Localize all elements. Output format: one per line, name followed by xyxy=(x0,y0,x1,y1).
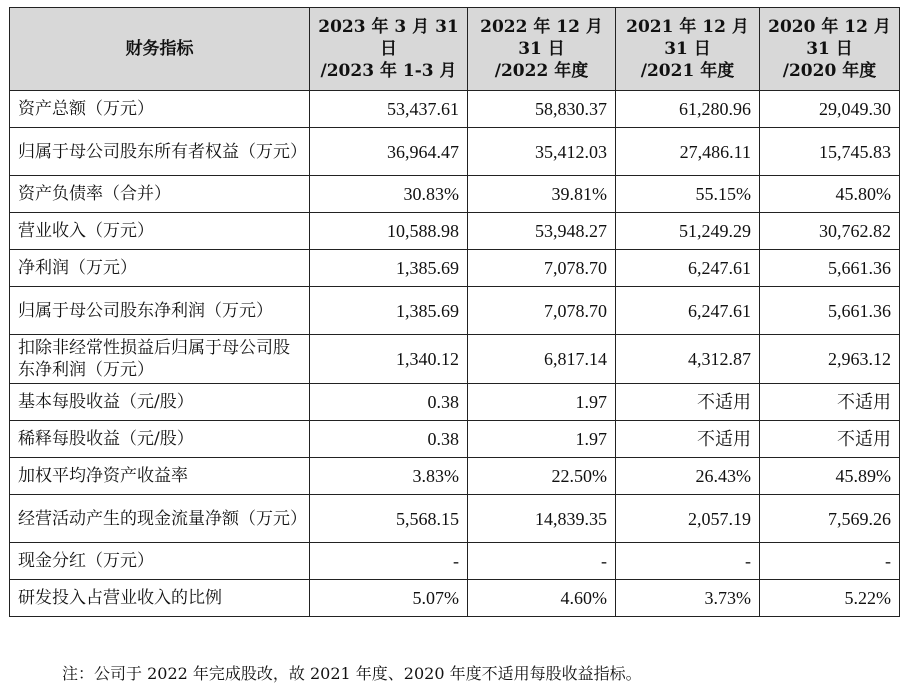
cell-value: 35,412.03 xyxy=(468,128,616,176)
cell-value: - xyxy=(616,543,760,580)
cell-value: 30,762.82 xyxy=(760,213,900,250)
table-row xyxy=(10,128,900,176)
financial-table-container xyxy=(9,7,899,617)
cell-value: 10,588.98 xyxy=(310,213,468,250)
cell-value: 5.07% xyxy=(310,580,468,617)
cell-value: 22.50% xyxy=(468,458,616,495)
cell-value: 6,817.14 xyxy=(468,335,616,384)
cell-value: 不适用 xyxy=(760,421,900,458)
row-label: 经营活动产生的现金流量净额（万元） xyxy=(10,495,310,543)
cell-value: 55.15% xyxy=(616,176,760,213)
header-2020 xyxy=(760,8,900,91)
cell-value: 2,057.19 xyxy=(616,495,760,543)
cell-value: 7,569.26 xyxy=(760,495,900,543)
header-2023 xyxy=(310,8,468,91)
row-label: 现金分红（万元） xyxy=(10,543,310,580)
cell-value: 1,385.69 xyxy=(310,287,468,335)
table-header-row xyxy=(10,8,900,91)
header-2021-line3: /2021 年度 xyxy=(640,61,735,81)
cell-value: 58,830.37 xyxy=(468,91,616,128)
table-row xyxy=(10,495,900,543)
table-row xyxy=(10,287,900,335)
cell-value: 5,661.36 xyxy=(760,287,900,335)
cell-value: - xyxy=(760,543,900,580)
table-row xyxy=(10,543,900,580)
table-row xyxy=(10,580,900,617)
cell-value: 3.83% xyxy=(310,458,468,495)
table-row xyxy=(10,250,900,287)
header-2020-line2: 31 日 xyxy=(806,39,853,59)
cell-value: 29,049.30 xyxy=(760,91,900,128)
table-row xyxy=(10,458,900,495)
table-row xyxy=(10,213,900,250)
cell-value: 不适用 xyxy=(616,384,760,421)
financial-indicators-table xyxy=(9,7,900,617)
header-indicator xyxy=(10,8,310,91)
header-2020-line3: /2020 年度 xyxy=(782,61,877,81)
cell-value: 不适用 xyxy=(616,421,760,458)
header-2023-line3: /2023 年 1-3 月 xyxy=(320,61,457,81)
header-2021-line1: 2021 年 12 月 xyxy=(626,17,749,37)
cell-value: 5,568.15 xyxy=(310,495,468,543)
cell-value: 1,340.12 xyxy=(310,335,468,384)
cell-value: 5.22% xyxy=(760,580,900,617)
table-row xyxy=(10,335,900,384)
cell-value: 30.83% xyxy=(310,176,468,213)
cell-value: 4,312.87 xyxy=(616,335,760,384)
cell-value: 45.89% xyxy=(760,458,900,495)
cell-value: - xyxy=(310,543,468,580)
header-2021 xyxy=(616,8,760,91)
table-row xyxy=(10,421,900,458)
cell-value: 53,948.27 xyxy=(468,213,616,250)
header-indicator-text: 财务指标 xyxy=(125,39,194,59)
cell-value: 45.80% xyxy=(760,176,900,213)
cell-value: 6,247.61 xyxy=(616,250,760,287)
table-row xyxy=(10,384,900,421)
cell-value: 15,745.83 xyxy=(760,128,900,176)
header-2022 xyxy=(468,8,616,91)
row-label: 归属于母公司股东净利润（万元） xyxy=(10,287,310,335)
cell-value: 14,839.35 xyxy=(468,495,616,543)
row-label: 扣除非经常性损益后归属于母公司股东净利润（万元） xyxy=(10,335,310,384)
row-label: 稀释每股收益（元/股） xyxy=(10,421,310,458)
cell-value: 0.38 xyxy=(310,384,468,421)
header-2023-line1: 2023 年 3 月 31 xyxy=(318,17,459,37)
cell-value: 7,078.70 xyxy=(468,250,616,287)
cell-value: 1.97 xyxy=(468,421,616,458)
cell-value: 2,963.12 xyxy=(760,335,900,384)
header-2023-line2: 日 xyxy=(380,39,397,59)
cell-value: - xyxy=(468,543,616,580)
cell-value: 26.43% xyxy=(616,458,760,495)
row-label: 基本每股收益（元/股） xyxy=(10,384,310,421)
cell-value: 61,280.96 xyxy=(616,91,760,128)
row-label: 归属于母公司股东所有者权益（万元） xyxy=(10,128,310,176)
header-2022-line1: 2022 年 12 月 xyxy=(480,17,603,37)
cell-value: 51,249.29 xyxy=(616,213,760,250)
header-2020-line1: 2020 年 12 月 xyxy=(768,17,891,37)
table-row xyxy=(10,176,900,213)
cell-value: 5,661.36 xyxy=(760,250,900,287)
cell-value: 不适用 xyxy=(760,384,900,421)
cell-value: 36,964.47 xyxy=(310,128,468,176)
cell-value: 1,385.69 xyxy=(310,250,468,287)
row-label: 资产总额（万元） xyxy=(10,91,310,128)
row-label: 资产负债率（合并） xyxy=(10,176,310,213)
cell-value: 7,078.70 xyxy=(468,287,616,335)
cell-value: 39.81% xyxy=(468,176,616,213)
cell-value: 0.38 xyxy=(310,421,468,458)
row-label: 研发投入占营业收入的比例 xyxy=(10,580,310,617)
cell-value: 53,437.61 xyxy=(310,91,468,128)
header-2022-line2: 31 日 xyxy=(518,39,565,59)
cell-value: 27,486.11 xyxy=(616,128,760,176)
cell-value: 6,247.61 xyxy=(616,287,760,335)
cell-value: 3.73% xyxy=(616,580,760,617)
row-label: 加权平均净资产收益率 xyxy=(10,458,310,495)
table-row xyxy=(10,91,900,128)
cell-value: 1.97 xyxy=(468,384,616,421)
row-label: 营业收入（万元） xyxy=(10,213,310,250)
row-label: 净利润（万元） xyxy=(10,250,310,287)
header-2022-line3: /2022 年度 xyxy=(494,61,589,81)
header-2021-line2: 31 日 xyxy=(664,39,711,59)
cell-value: 4.60% xyxy=(468,580,616,617)
table-footnote: 注：公司于 2022 年完成股改，故 2021 年度、2020 年度不适用每股收益指标。 xyxy=(62,664,642,683)
